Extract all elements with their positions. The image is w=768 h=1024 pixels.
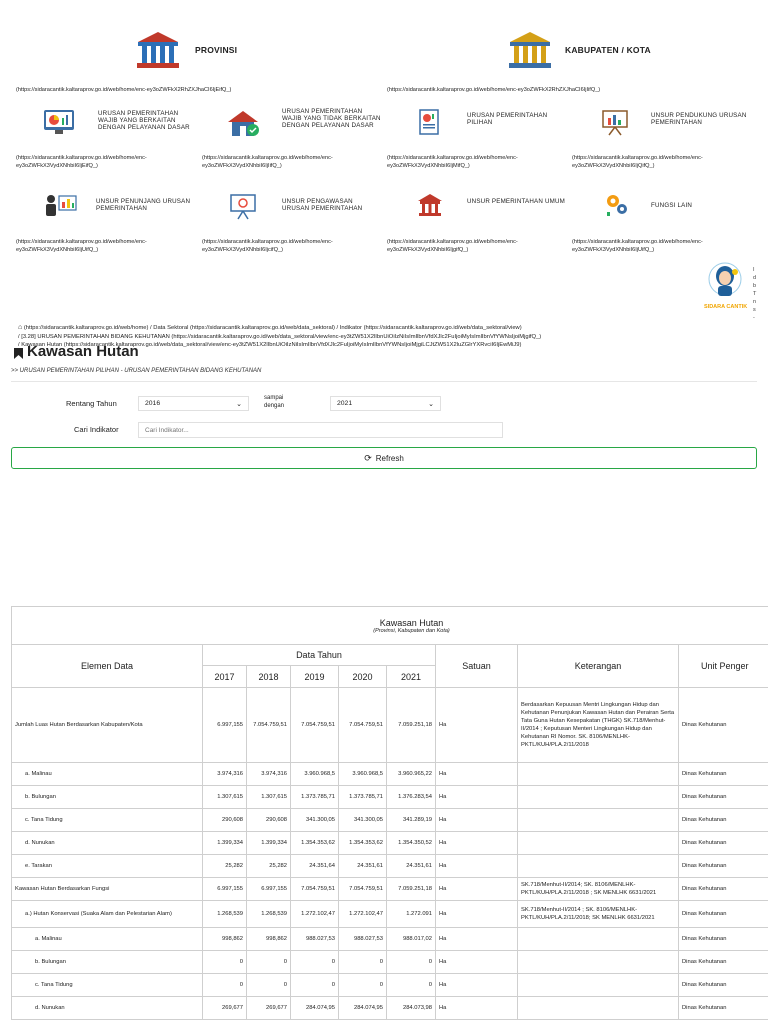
row-satuan: Ha [436,809,518,832]
menu-url[interactable]: (https://sidaracantik.kaltaraprov.go.id/web/home/enc-ey3oZWFkX3VydXNhbiI6IjcifQ_) [202,239,333,253]
row-elemen: b. Bulungan [12,786,203,809]
table-title-cell [12,607,768,645]
row-satuan: Ha [436,974,518,997]
row-value: 0 [247,951,291,974]
row-value: 341.289,19 [387,809,436,832]
row-value: 7.059.251,18 [387,688,436,763]
region-kabupaten-url[interactable]: (https://sidaracantik.kaltaraprov.go.id/web/home/enc-ey3oZWFkX2RhZXJhaCI6IjIifQ_) [387,87,601,93]
row-value: 6.997,155 [203,688,247,763]
menu-item-wajib-dasar[interactable] [40,106,200,136]
menu-item-unsur-umum[interactable] [412,192,572,222]
table-body [12,688,768,1020]
row-satuan: Ha [436,688,518,763]
row-value: 1.399,334 [203,832,247,855]
breadcrumb-line-2[interactable]: / [3.28] URUSAN PEMERINTAHAN BIDANG KEHUTANAN (https://sidaracantik.kaltaraprov.go.id/web/data_sektoral/view/enc-ey3tZW51X2lIbnUiOiIzNiIsImIlbnVfdXJlc2FuIjoiMyIsImlIbnVfYWNsIjoiMjgifQ_) [18,333,542,340]
menu-label: UNSUR PENDUKUNG URUSAN PEMERINTAHAN [651,112,747,126]
table-row [12,832,768,855]
row-value: 3.960.965,22 [387,763,436,786]
row-elemen: d. Nunukan [12,832,203,855]
regional-building-icon [507,30,553,70]
row-unit: Dinas Kehutanan [679,763,768,786]
row-value: 1.354.353,62 [339,832,387,855]
menu-label: UNSUR PENUNJANG URUSAN PEMERINTAHAN [96,198,191,212]
row-value: 24.351,61 [339,855,387,878]
table-row [12,997,768,1020]
row-satuan: Ha [436,951,518,974]
row-value: 341.300,05 [291,809,339,832]
row-value: 7.059.251,18 [387,878,436,901]
breadcrumb-line-3[interactable]: / Kawasan Hutan (https://sidaracantik.kaltaraprov.go.id/web/data_sektoral/view/enc-ey3tZW51X2lIbnUiOiIzNiIsImIlbnVfdXJlc2FuIjoiMyIsImlIbnVfYWNsIjoiMjgiLCJtZW51X2luZGlrYXRvciI6IjEwMiJ9) [18,342,522,348]
row-satuan: Ha [436,832,518,855]
row-keterangan [518,809,679,832]
col-keterangan: Keterangan [518,645,679,688]
row-value: 290,608 [247,809,291,832]
row-keterangan [518,763,679,786]
region-provinsi-url[interactable]: (https://sidaracantik.kaltaraprov.go.id/web/home/enc-ey3oZWFkX2RhZXJhaCI6IjEifQ_) [16,87,232,93]
menu-item-fungsi-lain[interactable] [600,192,760,222]
row-unit: Dinas Kehutanan [679,855,768,878]
row-unit: Dinas Kehutanan [679,928,768,951]
row-value: 3.974,316 [247,763,291,786]
menu-label: FUNGSI LAIN [651,202,693,209]
row-value: 0 [291,951,339,974]
presentation-board-icon [600,108,630,141]
row-value: 284.073,98 [387,997,436,1020]
menu-label: URUSAN PEMERINTAHAN PILIHAN [467,112,548,126]
table-row [12,951,768,974]
row-value: 6.997,155 [203,878,247,901]
row-value: 25,282 [203,855,247,878]
row-value: 1.376.283,54 [387,786,436,809]
row-value: 0 [387,951,436,974]
row-value: 24.351,61 [387,855,436,878]
table-title: Kawasan Hutan [379,617,444,628]
document-chart-icon [414,108,444,141]
refresh-button[interactable] [11,447,757,469]
menu-label: UNSUR PENGAWASAN URUSAN PEMERINTAHAN [282,198,363,212]
menu-label: URUSAN PEMERINTAHAN WAJIB YANG BERKAITAN DENGAN PELAYANAN DASAR [98,110,190,131]
row-value: 988.017,02 [387,928,436,951]
row-elemen: Jumlah Luas Hutan Berdasarkan Kabupaten/Kota [12,688,203,763]
gear-chart-icon [604,192,630,223]
menu-item-unsur-pengawasan[interactable] [222,192,382,222]
table-row [12,974,768,997]
menu-url[interactable]: (https://sidaracantik.kaltaraprov.go.id/web/home/enc-ey3oZWFkX3VydXNhbiI6IjQifQ_) [572,155,703,169]
mascot-avatar-icon [708,262,742,307]
data-table-wrap [11,606,768,1024]
side-letters: I d b T n s - [753,267,757,321]
row-value: 7.054.759,51 [339,688,387,763]
row-value: 1.268,539 [247,901,291,928]
chevron-down-icon: ⌄ [236,400,242,408]
menu-url[interactable]: (https://sidaracantik.kaltaraprov.go.id/web/home/enc-ey3oZWFkX3VydXNhbiI6IjEifQ_) [16,155,147,169]
data-table [11,606,768,1020]
row-keterangan: Berdasarkan Kepuusan Mentri Lingkungan Hidup dan Kehutanan Penunjukan Kawasan Hutan dan Perairan Serta Tata Guna Hutan Kesepakatan (THGK) SK.718/Menhut-II/2014 ; Keputusan Menteri Lingkungan Hidup dan Kehutanan RI Nomor. SK. 8106/MENLHK-PKTL/KUH/PLA.2/11/2018 [518,688,679,763]
row-satuan: Ha [436,928,518,951]
breadcrumb-line-1[interactable] [18,324,718,333]
house-check-icon [226,108,260,143]
row-satuan: Ha [436,901,518,928]
row-value: 1.307,615 [203,786,247,809]
mascot-caption: SIDARA CANTIK [704,304,748,310]
row-keterangan [518,832,679,855]
menu-item-unsur-penunjang[interactable] [40,192,200,222]
menu-url[interactable]: (https://sidaracantik.kaltaraprov.go.id/web/home/enc-ey3oZWFkX3VydXNhbiI6IjgifQ_) [387,239,518,253]
row-value: 998,862 [247,928,291,951]
row-keterangan: SK.718/Menhut-II/2014 ; SK. 8106/MENLHK-PKTL/KUH/PLA.2/11/2018; SK MENLHK 6631/2021 [518,901,679,928]
row-value: 0 [203,951,247,974]
region-kabupaten-label: KABUPATEN / KOTA [565,45,651,55]
row-value: 7.054.759,51 [247,688,291,763]
col-year: 2017 [203,666,247,688]
monitor-chart-icon [42,108,76,141]
row-value: 988.027,53 [291,928,339,951]
divider [11,381,757,382]
row-satuan: Ha [436,855,518,878]
row-satuan: Ha [436,878,518,901]
row-value: 0 [203,974,247,997]
year-to-value: 2021 [337,400,353,407]
row-unit: Dinas Kehutanan [679,832,768,855]
table-subtitle: (Provinsi, Kabupaten dan Kota) [373,627,450,634]
row-unit: Dinas Kehutanan [679,974,768,997]
row-unit: Dinas Kehutanan [679,901,768,928]
table-row [12,855,768,878]
row-unit: Dinas Kehutanan [679,997,768,1020]
range-label: Rentang Tahun [66,399,117,408]
table-row [12,878,768,901]
row-keterangan: SK.718/Menhut-II/2014; SK. 8106/MENLHK-PKTL/KUH/PLA.2/11/2018 ; SK MENLHK 6631/2021 [518,878,679,901]
table-row [12,901,768,928]
row-value: 24.351,64 [291,855,339,878]
row-value: 7.054.759,51 [339,878,387,901]
row-elemen: a. Malinau [12,763,203,786]
row-value: 7.054.759,51 [291,878,339,901]
row-value: 1.354.353,62 [291,832,339,855]
col-year: 2018 [247,666,291,688]
row-elemen: c. Tana Tidung [12,974,203,997]
row-value: 0 [339,974,387,997]
row-value: 290,608 [203,809,247,832]
row-value: 3.960.968,5 [291,763,339,786]
row-value: 0 [247,974,291,997]
row-elemen: b. Bulungan [12,951,203,974]
government-building-icon [416,192,444,223]
chevron-down-icon: ⌄ [428,400,434,408]
menu-item-wajib-non-dasar[interactable] [222,106,382,144]
refresh-icon: ⟳ [364,452,372,463]
year-from-select[interactable] [138,396,249,411]
year-to-select[interactable] [330,396,441,411]
table-row [12,786,768,809]
col-data-tahun: Data Tahun [203,645,436,666]
row-value: 1.399,334 [247,832,291,855]
to-label: sampai dengan [264,395,285,409]
table-row [12,809,768,832]
mascot-widget[interactable] [704,262,748,314]
row-value: 998,862 [203,928,247,951]
row-keterangan [518,786,679,809]
year-from-value: 2016 [145,400,161,407]
row-elemen: e. Tarakan [12,855,203,878]
row-unit: Dinas Kehutanan [679,809,768,832]
menu-label: UNSUR PEMERINTAHAN UMUM [467,198,565,205]
row-unit: Dinas Kehutanan [679,878,768,901]
row-value: 269,677 [247,997,291,1020]
table-row [12,763,768,786]
row-keterangan [518,951,679,974]
row-value: 25,282 [247,855,291,878]
row-value: 1.272.102,47 [339,901,387,928]
row-elemen: c. Tana Tidung [12,809,203,832]
page-title: Kawasan Hutan [27,343,139,360]
presenter-chart-icon [42,192,78,225]
row-value: 1.354.350,52 [387,832,436,855]
row-value: 3.974,316 [203,763,247,786]
menu-url[interactable]: (https://sidaracantik.kaltaraprov.go.id/web/home/enc-ey3oZWFkX3VydXNhbiI6IjMifQ_) [387,155,518,169]
menu-label: URUSAN PEMERINTAHAN WAJIB YANG TIDAK BERKAITAN DENGAN PELAYANAN DASAR [282,108,381,129]
menu-url[interactable]: (https://sidaracantik.kaltaraprov.go.id/web/home/enc-ey3oZWFkX3VydXNhbiI6IjUifQ_) [572,239,703,253]
row-elemen: a. Malinau [12,928,203,951]
row-satuan: Ha [436,786,518,809]
inspection-board-icon [228,192,258,225]
row-unit: Dinas Kehutanan [679,688,768,763]
home-icon[interactable]: ⌂ [18,324,23,331]
row-elemen: a.) Hutan Konservasi (Suaka Alam dan Pelestarian Alam) [12,901,203,928]
row-satuan: Ha [436,997,518,1020]
row-unit: Dinas Kehutanan [679,951,768,974]
region-kabupaten-link[interactable] [507,30,667,70]
region-provinsi-label: PROVINSI [195,45,238,55]
region-provinsi-link[interactable] [135,30,265,70]
row-value: 341.300,05 [339,809,387,832]
bookmark-icon [14,346,23,357]
row-value: 7.054.759,51 [291,688,339,763]
menu-url[interactable]: (https://sidaracantik.kaltaraprov.go.id/web/home/enc-ey3oZWFkX3VydXNhbiI6IjUifQ_) [16,239,147,253]
row-value: 284.074,95 [339,997,387,1020]
col-year: 2019 [291,666,339,688]
row-elemen: Kawasan Hutan Berdasarkan Fungsi [12,878,203,901]
col-unit: Unit Penger [679,645,768,688]
row-value: 0 [339,951,387,974]
row-value: 0 [387,974,436,997]
search-label: Cari Indikator [74,425,119,434]
col-satuan: Satuan [436,645,518,688]
row-value: 1.268,539 [203,901,247,928]
government-building-icon [135,30,181,70]
col-year: 2020 [339,666,387,688]
table-row [12,688,768,763]
row-value: 3.960.968,5 [339,763,387,786]
row-satuan: Ha [436,763,518,786]
col-elemen: Elemen Data [12,645,203,688]
row-value: 269,677 [203,997,247,1020]
menu-item-pilihan[interactable] [412,106,572,136]
row-value: 1.373.785,71 [291,786,339,809]
row-keterangan [518,855,679,878]
row-elemen: d. Nunukan [12,997,203,1020]
menu-item-unsur-pendukung[interactable] [600,106,760,136]
page-subtitle: >> URUSAN PEMERINTAHAN PILIHAN - URUSAN PEMERINTAHAN BIDANG KEHUTANAN [11,368,262,374]
row-value: 988.027,53 [339,928,387,951]
search-indicator-input[interactable] [138,422,503,438]
row-value: 1.272.091 [387,901,436,928]
row-value: 284.074,95 [291,997,339,1020]
row-value: 6.997,155 [247,878,291,901]
menu-url[interactable]: (https://sidaracantik.kaltaraprov.go.id/web/home/enc-ey3oZWFkX3VydXNhbiI6IjIifQ_) [202,155,333,169]
row-value: 1.373.785,71 [339,786,387,809]
refresh-label: Refresh [375,453,404,463]
row-keterangan [518,974,679,997]
row-value: 0 [291,974,339,997]
table-row [12,928,768,951]
row-keterangan [518,928,679,951]
row-value: 1.307,615 [247,786,291,809]
breadcrumb-home-link[interactable]: (https://sidaracantik.kaltaraprov.go.id/web/home) / Data Sektoral (https://sidaracantik.kaltaraprov.go.id/web/data_sektoral) / Indikator (https://sidaracantik.kaltaraprov.go.id/web/data_sektoral/view) [23,325,522,331]
row-value: 1.272.102,47 [291,901,339,928]
col-year: 2021 [387,666,436,688]
row-keterangan [518,997,679,1020]
page-title-wrap [14,343,139,360]
row-unit: Dinas Kehutanan [679,786,768,809]
